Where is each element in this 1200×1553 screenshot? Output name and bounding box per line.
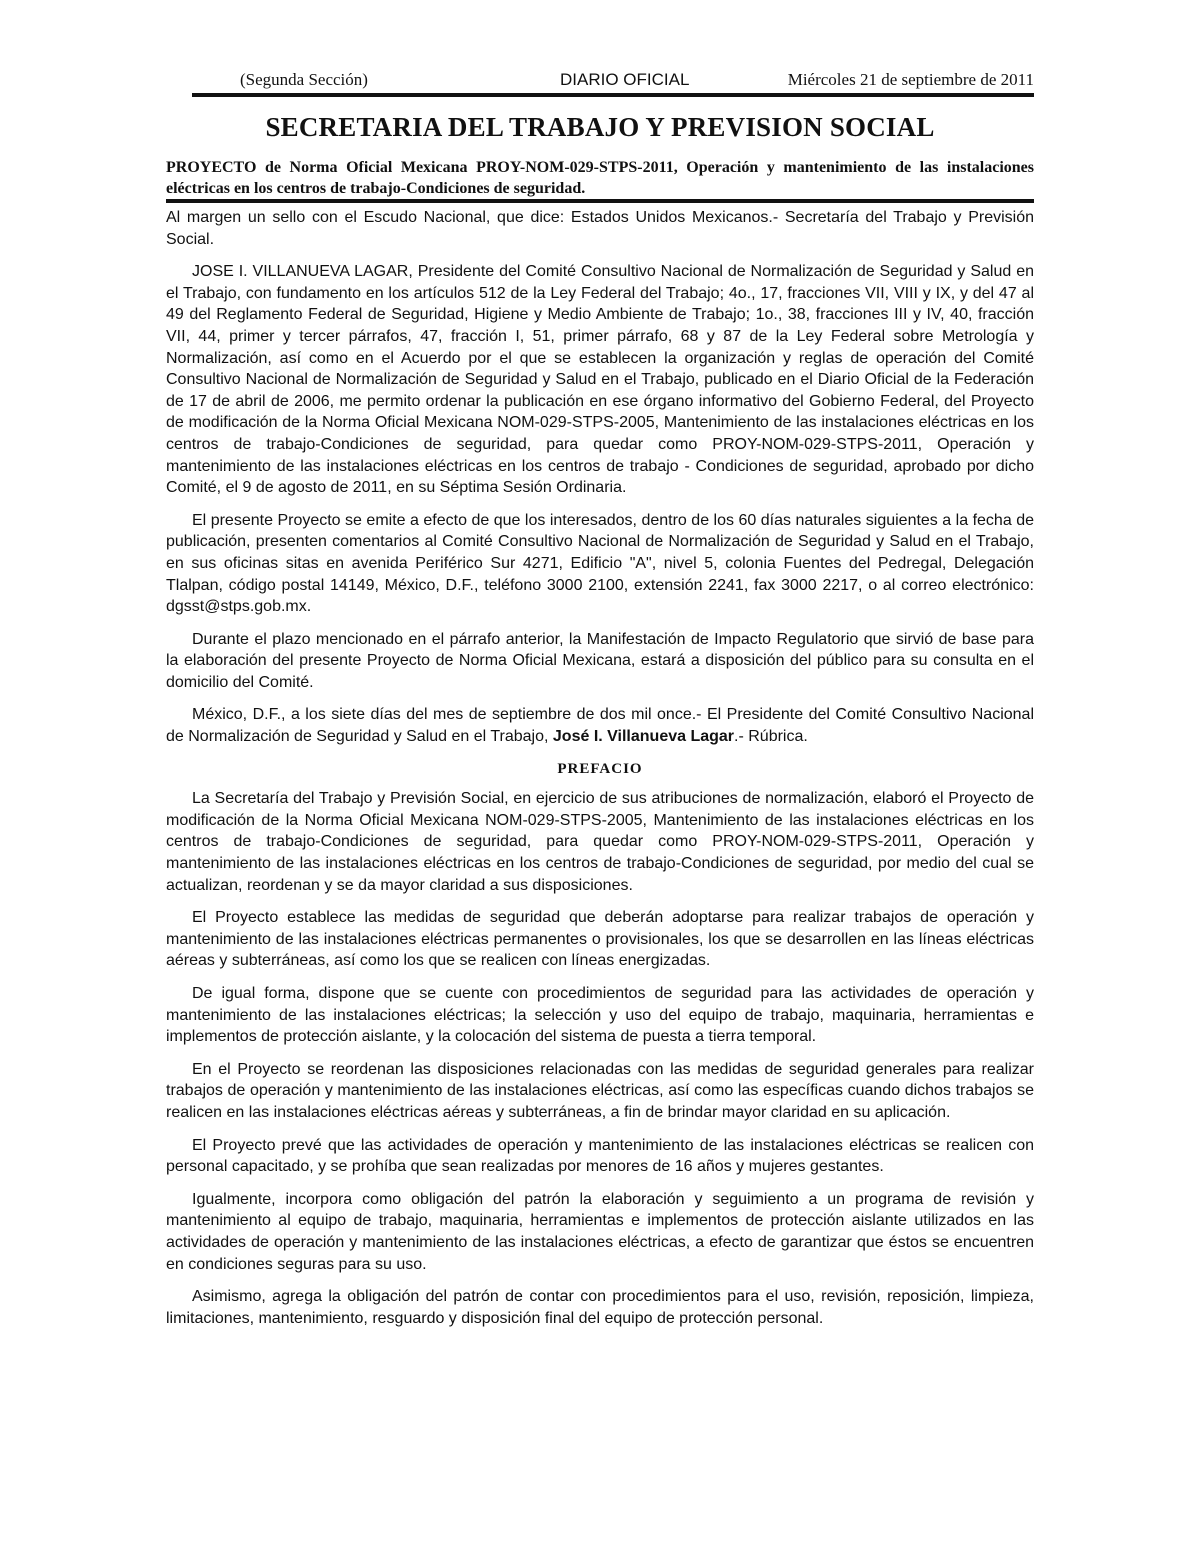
prefacio-paragraph: Igualmente, incorpora como obligación del patrón la elaboración y seguimiento a un programa de revisión y mantenimiento al equipo de trabajo, maquinaria, herramientas e implementos de protección aislante utilizados en las actividades de operación y mantenimiento de las instalaciones eléctricas, a efecto de garantizar que éstos se encuentren en condiciones seguras para su uso. [166,1190,1034,1273]
paragraph-mir: Durante el plazo mencionado en el párrafo anterior, la Manifestación de Impacto Regulatorio que sirvió de base para la elaboración del presente Proyecto de Norma Oficial Mexicana, estará a disposición del público para su consulta en el domicilio del Comité. [166,630,1034,691]
signature-suffix: .- Rúbrica. [734,728,808,746]
prefacio-paragraph: El Proyecto prevé que las actividades de operación y mantenimiento de las instalaciones eléctricas se realicen con personal capacitado, y se prohíba que sean realizadas por menores de 16 años y mujeres gestantes. [166,1136,1034,1176]
paragraph-signature [166,704,1034,747]
running-header [192,70,1034,94]
paragraph-seal: Al margen un sello con el Escudo Nacional, que dice: Estados Unidos Mexicanos.- Secretaría del Trabajo y Previsión Social. [166,209,1034,248]
header-section: (Segunda Sección) [240,70,368,89]
header-rule [192,93,1034,97]
subtitle-rule [166,199,1034,203]
prefacio-paragraph: Asimismo, agrega la obligación del patrón de contar con procedimientos para el uso, revisión, reposición, limpieza, limitaciones, mantenimiento, resguardo y disposición final del equipo de protección personal. [166,1288,1034,1327]
header-publication: DIARIO OFICIAL [560,70,690,89]
document-body [166,207,1034,1340]
paragraph-authority: JOSE I. VILLANUEVA LAGAR, Presidente del Comité Consultivo Nacional de Normalización de Seguridad y Salud en el Trabajo, con fundamento en los artículos 512 de la Ley Federal del Trabajo; 4o., 17, fracciones VII, VIII y IX, y del 47 al 49 del Reglamento Federal de Seguridad, Higiene y Medio Ambiente de Trabajo; 1o., 38, fracciones III y IV, 40, fracción VII, 44, primer y tercer párrafos, 47, fracción I, 51, primer párrafo, 68 y 87 de la Ley Federal sobre Metrología y Normalización, así como en el Acuerdo por el que se establecen la organización y reglas de operación del Comité Consultivo Nacional de Normalización de Seguridad y Salud en el Trabajo, publicado en el Diario Oficial de la Federación de 17 de abril de 2006, me permito ordenar la publicación en ese órgano informativo del Gobierno Federal, del Proyecto de modificación de la Norma Oficial Mexicana NOM-029-STPS-2005, Mantenimiento de las instalaciones eléctricas en los centros de trabajo-Condiciones de seguridad, para quedar como PROY-NOM-029-STPS-2011, Operación y mantenimiento de las instalaciones eléctricas en los centros de trabajo - Condiciones de seguridad, aprobado por dicho Comité, el 9 de agosto de 2011, en su Séptima Sesión Ordinaria. [166,263,1034,497]
header-date: Miércoles 21 de septiembre de 2011 [787,70,1034,89]
prefacio-paragraph: En el Proyecto se reordenan las disposiciones relacionadas con las medidas de seguridad generales para realizar trabajos de operación y mantenimiento de las instalaciones eléctricas, así como las específicas cuando dichos trabajos se realicen en las instalaciones eléctricas aéreas y subterráneas, a fin de brindar mayor claridad en su aplicación. [166,1060,1034,1121]
prefacio-paragraph: La Secretaría del Trabajo y Previsión Social, en ejercicio de sus atribuciones de normalización, elaboró el Proyecto de modificación de la Norma Oficial Mexicana NOM-029-STPS-2005, Mantenimiento de las instalaciones eléctricas en los centros de trabajo-Condiciones de seguridad, para quedar como PROY-NOM-029-STPS-2011, Operación y mantenimiento de las instalaciones eléctricas en los centros de trabajo-Condiciones de seguridad, por medio del cual se actualizan, reordenan y se da mayor claridad a sus disposiciones. [166,790,1034,894]
paragraph-comments: El presente Proyecto se emite a efecto de que los interesados, dentro de los 60 días naturales siguientes a la fecha de publicación, presenten comentarios al Comité Consultivo Nacional de Normalización de Seguridad y Salud en el Trabajo, en sus oficinas sitas en avenida Periférico Sur 4271, Edificio "A", nivel 5, colonia Fuentes del Pedregal, Delegación Tlalpan, código postal 14149, México, D.F., teléfono 3000 2100, extensión 2241, fax 3000 2217, o al correo electrónico: dgsst@stps.gob.mx. [166,511,1034,616]
document-subtitle: PROYECTO de Norma Oficial Mexicana PROY-NOM-029-STPS-2011, Operación y mantenimiento de las instalaciones eléctricas en los centros de trabajo-Condiciones de seguridad. [166,159,1034,197]
signatory-name: José I. Villanueva Lagar [552,728,735,746]
prefacio-paragraph: De igual forma, dispone que se cuente con procedimientos de seguridad para las actividades de operación y mantenimiento de las instalaciones eléctricas; la selección y uso del equipo de trabajo, maquinaria, herramientas e implementos de protección aislante, y la colocación del sistema de puesta a tierra temporal. [166,985,1034,1046]
department-title: SECRETARIA DEL TRABAJO Y PREVISION SOCIAL [265,112,935,142]
prefacio-paragraph: El Proyecto establece las medidas de seguridad que deberán adoptarse para realizar trabajos de operación y mantenimiento de las instalaciones eléctricas permanentes o provisionales, los que se desarrollen en las líneas eléctricas aéreas y subterráneas, así como los que se realicen con líneas energizadas. [166,909,1034,970]
signature-text: México, D.F., a los siete días del mes de septiembre de dos mil once.- El Presidente del Comité Consultivo Nacional de Normalización de Seguridad y Salud en el Trabajo, [166,706,1034,746]
prefacio-heading: PREFACIO [557,760,643,777]
